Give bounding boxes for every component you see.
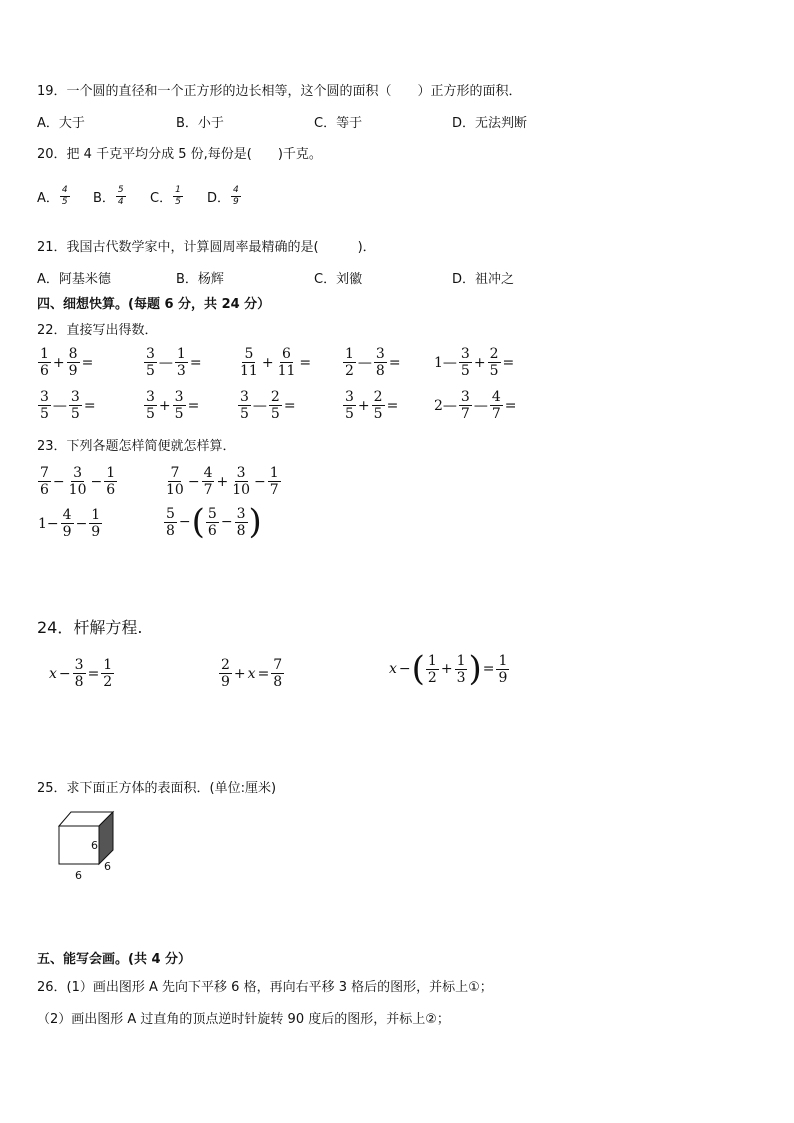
math-expression — [163, 502, 262, 542]
fraction: $\frac{4}{7}$ — [491, 389, 501, 422]
q26-part-2: （2）画出图形 A 过直角的顶点逆时针旋转 90 度后的图形，并标上②； — [37, 1012, 450, 1027]
fraction: $\frac{3}{5}$ — [146, 346, 155, 379]
math-operator: − — [52, 473, 65, 490]
cube-width-label: 6 — [75, 869, 82, 882]
fraction: $\frac{1}{2}$ — [103, 657, 113, 690]
fraction: $\frac{3}{8}$ — [236, 505, 246, 539]
fraction: $\frac{3}{7}$ — [460, 389, 470, 422]
math-operator: − — [58, 665, 71, 682]
math-expression — [37, 508, 103, 539]
math-operator: 1— — [434, 354, 457, 371]
math-operator: − — [75, 515, 88, 532]
fraction: $\frac{1}{3}$ — [176, 346, 186, 379]
math-expression — [37, 466, 118, 497]
fraction: $\frac{4}{5}$ — [61, 185, 68, 207]
math-operator: = — [257, 665, 270, 682]
math-operator: = — [386, 397, 399, 414]
math-operator: + — [440, 661, 453, 677]
math-operator: − — [398, 661, 411, 677]
fraction: $\frac{8}{9}$ — [68, 346, 78, 379]
section-5-heading: 五、能写会画。(共 4 分） — [37, 952, 192, 967]
fraction: $\frac{1}{9}$ — [91, 507, 101, 540]
fraction: $\frac{3}{5}$ — [174, 389, 184, 422]
q24-text: 24．杆解方程. — [37, 618, 143, 637]
parenthesis: ( — [411, 649, 425, 689]
q19-option-d: D．无法判断 — [452, 116, 528, 131]
math-operator: + — [158, 397, 171, 414]
math-operator: = — [189, 354, 202, 371]
fraction: $\frac{2}{5}$ — [270, 389, 280, 422]
fraction: $\frac{1}{2}$ — [345, 346, 354, 379]
fraction: $\frac{3}{5}$ — [460, 346, 470, 379]
fraction: $\frac{4}{9}$ — [62, 507, 72, 540]
fraction: $\frac{1}{5}$ — [175, 185, 181, 207]
fraction: $\frac{3}{10}$ — [68, 465, 87, 498]
math-expression — [37, 390, 97, 421]
fraction: $\frac{1}{2}$ — [427, 652, 437, 686]
fraction: $\frac{4}{7}$ — [203, 465, 213, 498]
math-operator: − — [187, 473, 200, 490]
math-expression — [388, 649, 510, 689]
fraction: $\frac{1}{7}$ — [269, 465, 279, 498]
fraction: $\frac{5}{11}$ — [240, 346, 258, 379]
variable-x: x — [247, 665, 256, 682]
math-operator: − — [254, 473, 266, 490]
math-operator: — — [252, 397, 267, 414]
fraction: $\frac{2}{9}$ — [221, 657, 230, 690]
fraction: $\frac{1}{9}$ — [498, 652, 508, 686]
q20-option-label: A． — [37, 191, 59, 206]
variable-x: x — [49, 665, 57, 682]
fraction: $\frac{1}{3}$ — [456, 652, 466, 686]
cube-height-label: 6 — [91, 839, 98, 852]
fraction: $\frac{1}{6}$ — [40, 346, 49, 379]
math-operator: + — [233, 665, 246, 682]
cube-figure — [55, 808, 125, 884]
math-expression — [237, 347, 312, 378]
fraction: $\frac{3}{5}$ — [70, 389, 80, 422]
math-operator: = — [187, 397, 200, 414]
fraction: $\frac{2}{5}$ — [373, 389, 383, 422]
math-expression — [143, 390, 200, 421]
q20-option-label: C． — [150, 191, 173, 206]
math-operator: = — [388, 354, 401, 371]
q21-option-c: C．刘徽 — [314, 272, 363, 287]
math-expression — [433, 390, 518, 421]
fraction: $\frac{1}{6}$ — [106, 465, 116, 498]
math-operator: = — [87, 665, 100, 682]
math-operator: + — [473, 354, 486, 371]
fraction: $\frac{7}{6}$ — [40, 465, 49, 498]
q19-option-c: C．等于 — [314, 116, 363, 131]
math-operator: — — [52, 397, 67, 414]
q22-text: 22．直接写出得数． — [37, 323, 158, 338]
fraction: $\frac{7}{10}$ — [166, 465, 184, 498]
math-operator: — — [357, 354, 372, 371]
math-operator: − — [220, 514, 233, 530]
q21-option-a: A．阿基米德 — [37, 272, 111, 287]
fraction: $\frac{3}{5}$ — [240, 389, 249, 422]
fraction: $\frac{2}{5}$ — [489, 346, 499, 379]
math-operator: — — [473, 397, 488, 414]
math-operator: − — [90, 473, 103, 490]
fraction: $\frac{5}{8}$ — [166, 505, 175, 539]
math-operator: — — [158, 354, 173, 371]
variable-x: x — [389, 661, 397, 677]
math-expression — [48, 658, 115, 689]
cube-depth-label: 6 — [104, 860, 111, 873]
fraction: $\frac{6}{11}$ — [277, 346, 296, 379]
fraction: $\frac{3}{8}$ — [74, 657, 84, 690]
math-operator: = — [502, 354, 515, 371]
q21-text: 21．我国古代数学家中，计算圆周率最精确的是( )． — [37, 240, 376, 255]
math-operator: = — [83, 397, 96, 414]
math-expression — [37, 347, 94, 378]
math-operator: − — [178, 514, 191, 530]
fraction: $\frac{4}{9}$ — [233, 185, 239, 207]
math-expression — [342, 347, 402, 378]
math-operator: 2— — [434, 397, 457, 414]
q20-option-label: D． — [207, 191, 231, 206]
math-operator: 1− — [38, 515, 59, 532]
q19-option-a: A．大于 — [37, 116, 85, 131]
q20-text: 20．把 4 千克平均分成 5 份,每份是( )千克。 — [37, 147, 322, 162]
math-expression — [143, 347, 203, 378]
q23-text: 23．下列各题怎样简便就怎样算． — [37, 439, 236, 454]
q20-option — [37, 186, 71, 207]
q26-part-1: 26．(1）画出图形 A 先向下平移 6 格，再向右平移 3 格后的图形，并标上①； — [37, 980, 493, 995]
parenthesis: ( — [191, 502, 205, 542]
math-expression — [433, 347, 515, 378]
fraction: $\frac{3}{10}$ — [232, 465, 251, 498]
math-expression — [237, 390, 297, 421]
math-expression — [218, 658, 285, 689]
fraction: $\frac{3}{5}$ — [146, 389, 155, 422]
math-operator: = — [504, 397, 517, 414]
math-operator: + — [261, 354, 274, 371]
q21-option-d: D．祖冲之 — [452, 272, 515, 287]
fraction: $\frac{3}{5}$ — [40, 389, 49, 422]
math-expression — [342, 390, 399, 421]
q25-text: 25．求下面正方体的表面积．(单位:厘米) — [37, 781, 277, 796]
math-operator: = — [81, 354, 94, 371]
parenthesis: ) — [248, 502, 262, 542]
q20-option — [207, 186, 242, 207]
parenthesis: ) — [468, 649, 482, 689]
math-operator: + — [357, 397, 370, 414]
math-operator: = — [299, 354, 312, 371]
math-operator: + — [52, 354, 65, 371]
q21-option-b: B．杨辉 — [176, 272, 224, 287]
math-operator: + — [216, 473, 229, 490]
math-operator: = — [283, 397, 296, 414]
fraction: $\frac{3}{8}$ — [375, 346, 385, 379]
q20-option — [150, 186, 184, 207]
q20-option-label: B． — [93, 191, 115, 206]
q20-option — [93, 186, 127, 207]
math-operator: = — [482, 661, 495, 677]
fraction: $\frac{3}{5}$ — [345, 389, 354, 422]
fraction: $\frac{7}{8}$ — [273, 657, 283, 690]
fraction: $\frac{5}{4}$ — [117, 185, 124, 207]
q19-option-b: B．小于 — [176, 116, 224, 131]
math-expression — [163, 466, 282, 497]
section-4-heading: 四、细想快算。(每题 6 分，共 24 分） — [37, 297, 271, 312]
q19-text: 19．一个圆的直径和一个正方形的边长相等，这个圆的面积（ ）正方形的面积． — [37, 84, 522, 99]
fraction: $\frac{5}{6}$ — [207, 505, 217, 539]
